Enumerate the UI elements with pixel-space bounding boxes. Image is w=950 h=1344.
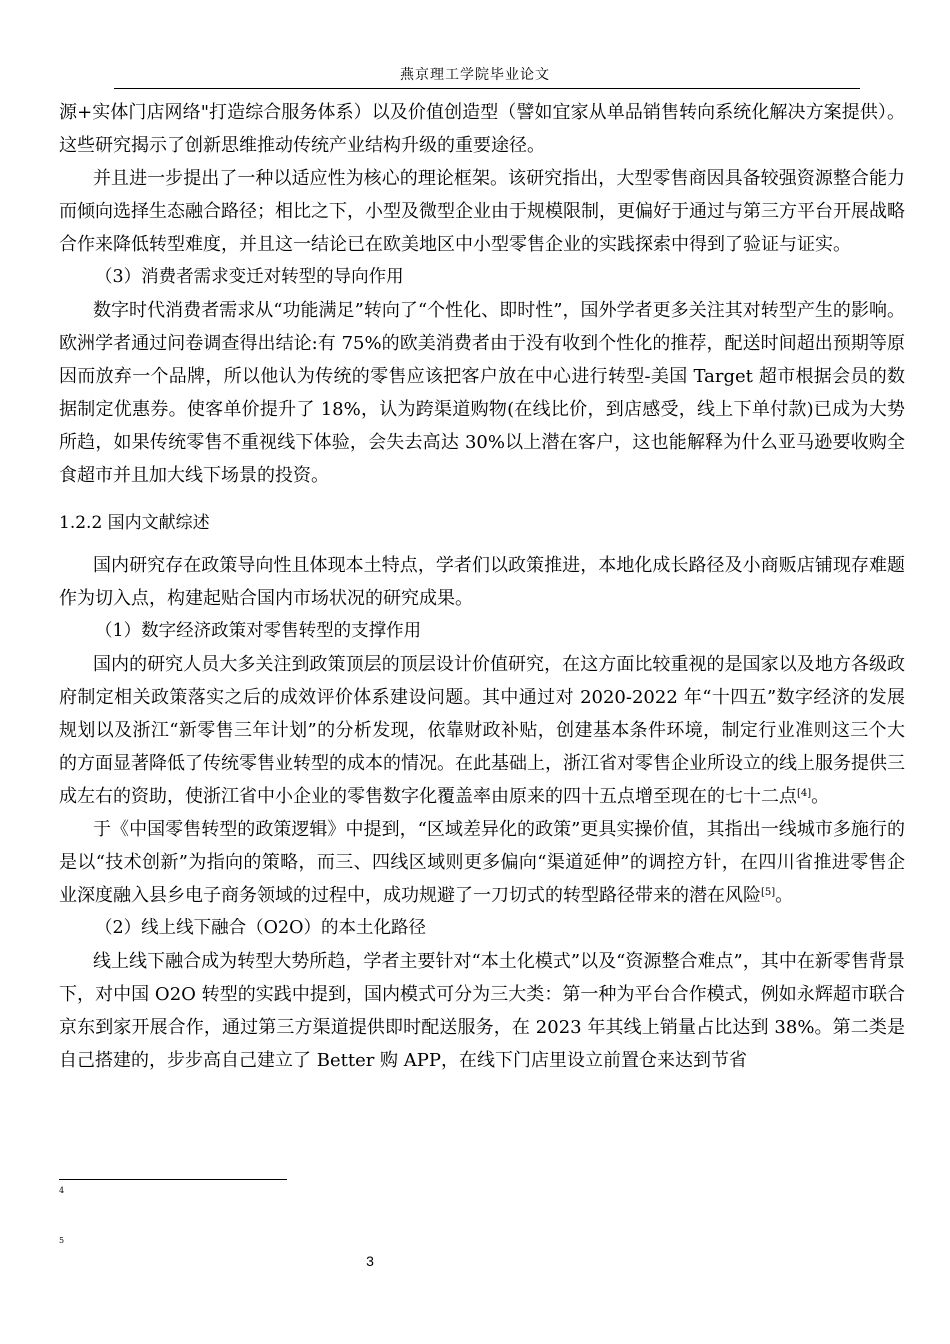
subheading-consumer-demand: （3）消费者需求变迁对转型的导向作用 bbox=[95, 267, 404, 287]
footnote-4: 4 bbox=[59, 1186, 65, 1195]
section-heading-domestic: 1.2.2 国内文献综述 bbox=[59, 513, 210, 533]
footnote-5: 5 bbox=[59, 1236, 65, 1245]
paragraph-policy-support-text: 国内的研究人员大多关注到政策顶层的顶层设计价值研究，在这方面比较重视的是国家以及地方各级政府制定相关政策落实之后的成效评价体系建设问题。其中通过对 2020-2022 年“十四五”数字经济的发展规划以及浙江“新零售三年计划”的分析发现，依靠财政补贴，创建基本条件环境，制定行业准则这三个大的方面显著降低了传统零售业转型的成本的情况。在此基础上，浙江省对零售企业所设立的线上服务提供三成左右的资助，使浙江省中小企业的零售数字化覆盖率由原来的四十五点增至现在的七十二点 bbox=[59, 654, 905, 807]
citation-4[interactable]: [4] bbox=[797, 788, 812, 799]
footnote-rule bbox=[59, 1179, 287, 1180]
paragraph-policy-support bbox=[59, 648, 905, 813]
subheading-o2o: （2）线上线下融合（O2O）的本土化路径 bbox=[95, 918, 426, 938]
body-text bbox=[59, 96, 905, 1077]
paragraph-policy-logic bbox=[59, 813, 905, 912]
paragraph-o2o: 线上线下融合成为转型大势所趋，学者主要针对“本土化模式”以及“资源整合难点”，其中在新零售背景下，对中国 O2O 转型的实践中提到，国内模式可分为三大类：第一种为平台合作模式，例如永辉超市联合京东到家开展合作，通过第三方渠道提供即时配送服务，在 2023 年其线上销量占比达到 38%。第二类是自己搭建的，步步高自己建立了 Better 购 APP，在线下门店里设立前置仓来达到节省 bbox=[59, 951, 905, 1071]
sentence-end: 。 bbox=[811, 786, 830, 807]
paragraph-domestic-intro: 国内研究存在政策导向性且体现本土特点，学者们以政策推进，本地化成长路径及小商贩店铺现存难题作为切入点，构建起贴合国内市场状况的研究成果。 bbox=[59, 555, 905, 609]
paragraph-continued: 源+实体门店网络"打造综合服务体系）以及价值创造型（譬如宜家从单品销售转向系统化解决方案提供）。这些研究揭示了创新思维推动传统产业结构升级的重要途径。 bbox=[59, 102, 905, 156]
header-rule bbox=[114, 88, 860, 89]
subheading-policy-support: （1）数字经济政策对零售转型的支撑作用 bbox=[95, 621, 422, 641]
sentence-end: 。 bbox=[775, 885, 794, 906]
page-header: 燕京理工学院毕业论文 bbox=[400, 67, 550, 83]
page-number: 3 bbox=[366, 1253, 374, 1269]
paragraph-policy-logic-text: 于《中国零售转型的政策逻辑》中提到，“区域差异化的政策”更具实操价值，其指出一线城市多施行的是以“技术创新”为指向的策略，而三、四线区域则更多偏向“渠道延伸”的调控方针，在四川省推进零售企业深度融入县乡电子商务领域的过程中，成功规避了一刀切式的转型路径带来的潜在风险 bbox=[59, 819, 905, 906]
paragraph-consumer-demand: 数字时代消费者需求从“功能满足”转向了“个性化、即时性”，国外学者更多关注其对转型产生的影响。欧洲学者通过问卷调查得出结论:有 75%的欧美消费者由于没有收到个性化的推荐，配送时间超出预期等原因而放弃一个品牌，所以他认为传统的零售应该把客户放在中心进行转型-美国 Target 超市根据会员的数据制定优惠券。使客单价提升了 18%，认为跨渠道购物(在线比价，到店感受，线上下单付款)已成为大势所趋，如果传统零售不重视线下体验，会失去高达 30%以上潜在客户，这也能解释为什么亚马逊要收购全食超市并且加大线下场景的投资。 bbox=[59, 300, 905, 486]
paragraph-framework: 并且进一步提出了一种以适应性为核心的理论框架。该研究指出，大型零售商因具备较强资源整合能力而倾向选择生态融合路径；相比之下，小型及微型企业由于规模限制，更偏好于通过与第三方平台开展战略合作来降低转型难度，并且这一结论已在欧美地区中小型零售企业的实践探索中得到了验证与证实。 bbox=[59, 168, 905, 255]
citation-5[interactable]: [5] bbox=[761, 887, 776, 898]
